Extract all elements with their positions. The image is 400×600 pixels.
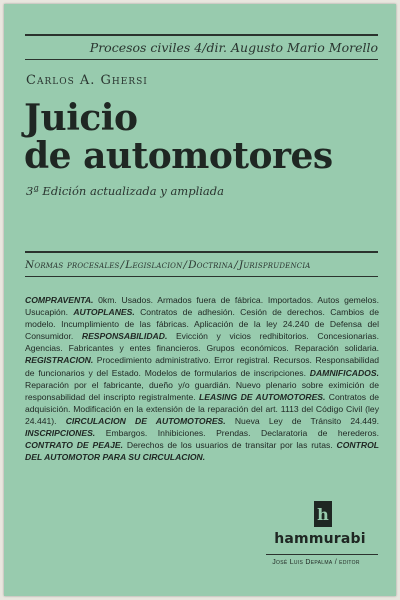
summary-heading: CONTRATO DE PEAJE. <box>25 440 124 451</box>
author-name: Carlos A. Ghersi <box>26 73 148 88</box>
summary-heading: AUTOPLANES. <box>73 307 135 318</box>
summary-heading: COMPRAVENTA. <box>25 295 94 305</box>
contents-summary <box>25 294 379 463</box>
series-rule <box>25 59 378 60</box>
summary-heading: DAMNIFICADOS. <box>309 367 379 378</box>
summary-text: Contratos de adquisición. Modificación en la extensión de la reparación del art. 1113 del Código Civil (ley 24.441). <box>25 391 379 426</box>
summary-text: Derechos de los usuarios de transitar por las rutas. <box>123 440 337 451</box>
book-cover <box>4 4 396 596</box>
topic-jurisprudencia: Jurisprudencia <box>238 259 311 271</box>
summary-heading: RESPONSABILIDAD. <box>81 331 168 342</box>
summary-text: Contratos de adhesión. Cesión de derechos. Cambios de modelo. Incumplimiento de las fábricas. Aplicación de la ley 24.240 de Defensa del Consumidor. <box>25 307 379 342</box>
series-title: Procesos civiles 4/dir. Augusto Mario Morello <box>89 40 378 55</box>
summary-text: 0km. Usados. Armados fuera de fábrica. Importados. Autos gemelos. Usucapión. <box>25 295 379 318</box>
publisher-logo-letter: h <box>317 504 329 524</box>
topic-separator: / <box>234 259 238 271</box>
publisher-logo <box>314 501 332 527</box>
topics-rule-bottom <box>25 276 378 277</box>
summary-heading: CIRCULACION DE AUTOMOTORES. <box>65 415 226 426</box>
publisher-rule <box>266 554 378 555</box>
topic-legislacion: Legislacion <box>125 259 183 271</box>
summary-heading: REGISTRACION. <box>25 355 94 366</box>
summary-text: Embargos. Inhibiciones. Prendas. Declaratoria de herederos. <box>95 428 379 439</box>
topic-doctrina: Doctrina <box>188 259 234 271</box>
topic-separator: / <box>183 259 188 271</box>
summary-text: Evicción y vicios redhibitorios. Concesionarias. Agencias. Fabricantes y entes financieros. Grupos económicos. Reparación solidaria. <box>25 331 379 354</box>
summary-text: Procedimiento administrativo. Error registral. Recursos. Responsabilidad de funcionarios y del Estado. Modelos de formularios de inscripciones. <box>25 355 379 378</box>
summary-heading: LEASING DE AUTOMOTORES. <box>199 391 326 402</box>
summary-text: Nueva Ley de Tránsito 24.449. <box>225 415 380 426</box>
summary-heading: CONTROL DEL AUTOMOTOR PARA SU CIRCULACION. <box>25 440 380 463</box>
top-rule <box>25 34 378 36</box>
title-line-2: de automotores <box>24 135 333 177</box>
topic-separator: / <box>120 259 125 271</box>
publisher-name: hammurabi <box>274 531 366 547</box>
topic-normas: Normas procesales <box>25 259 120 271</box>
topics-rule-top <box>25 251 378 253</box>
topics-line <box>25 259 378 271</box>
edition-note: 3ª Edición actualizada y ampliada <box>26 184 225 198</box>
publisher-editor: José Luis Depalma / editor <box>272 559 360 566</box>
summary-text: Reparación por el fabricante, dueño y/o guardián. Nuevo plenario sobre eximición de responsabilidad del inscripto registralmente. <box>25 379 379 402</box>
summary-heading: INSCRIPCIONES. <box>25 428 96 439</box>
title-line-1: Juicio <box>24 97 138 139</box>
